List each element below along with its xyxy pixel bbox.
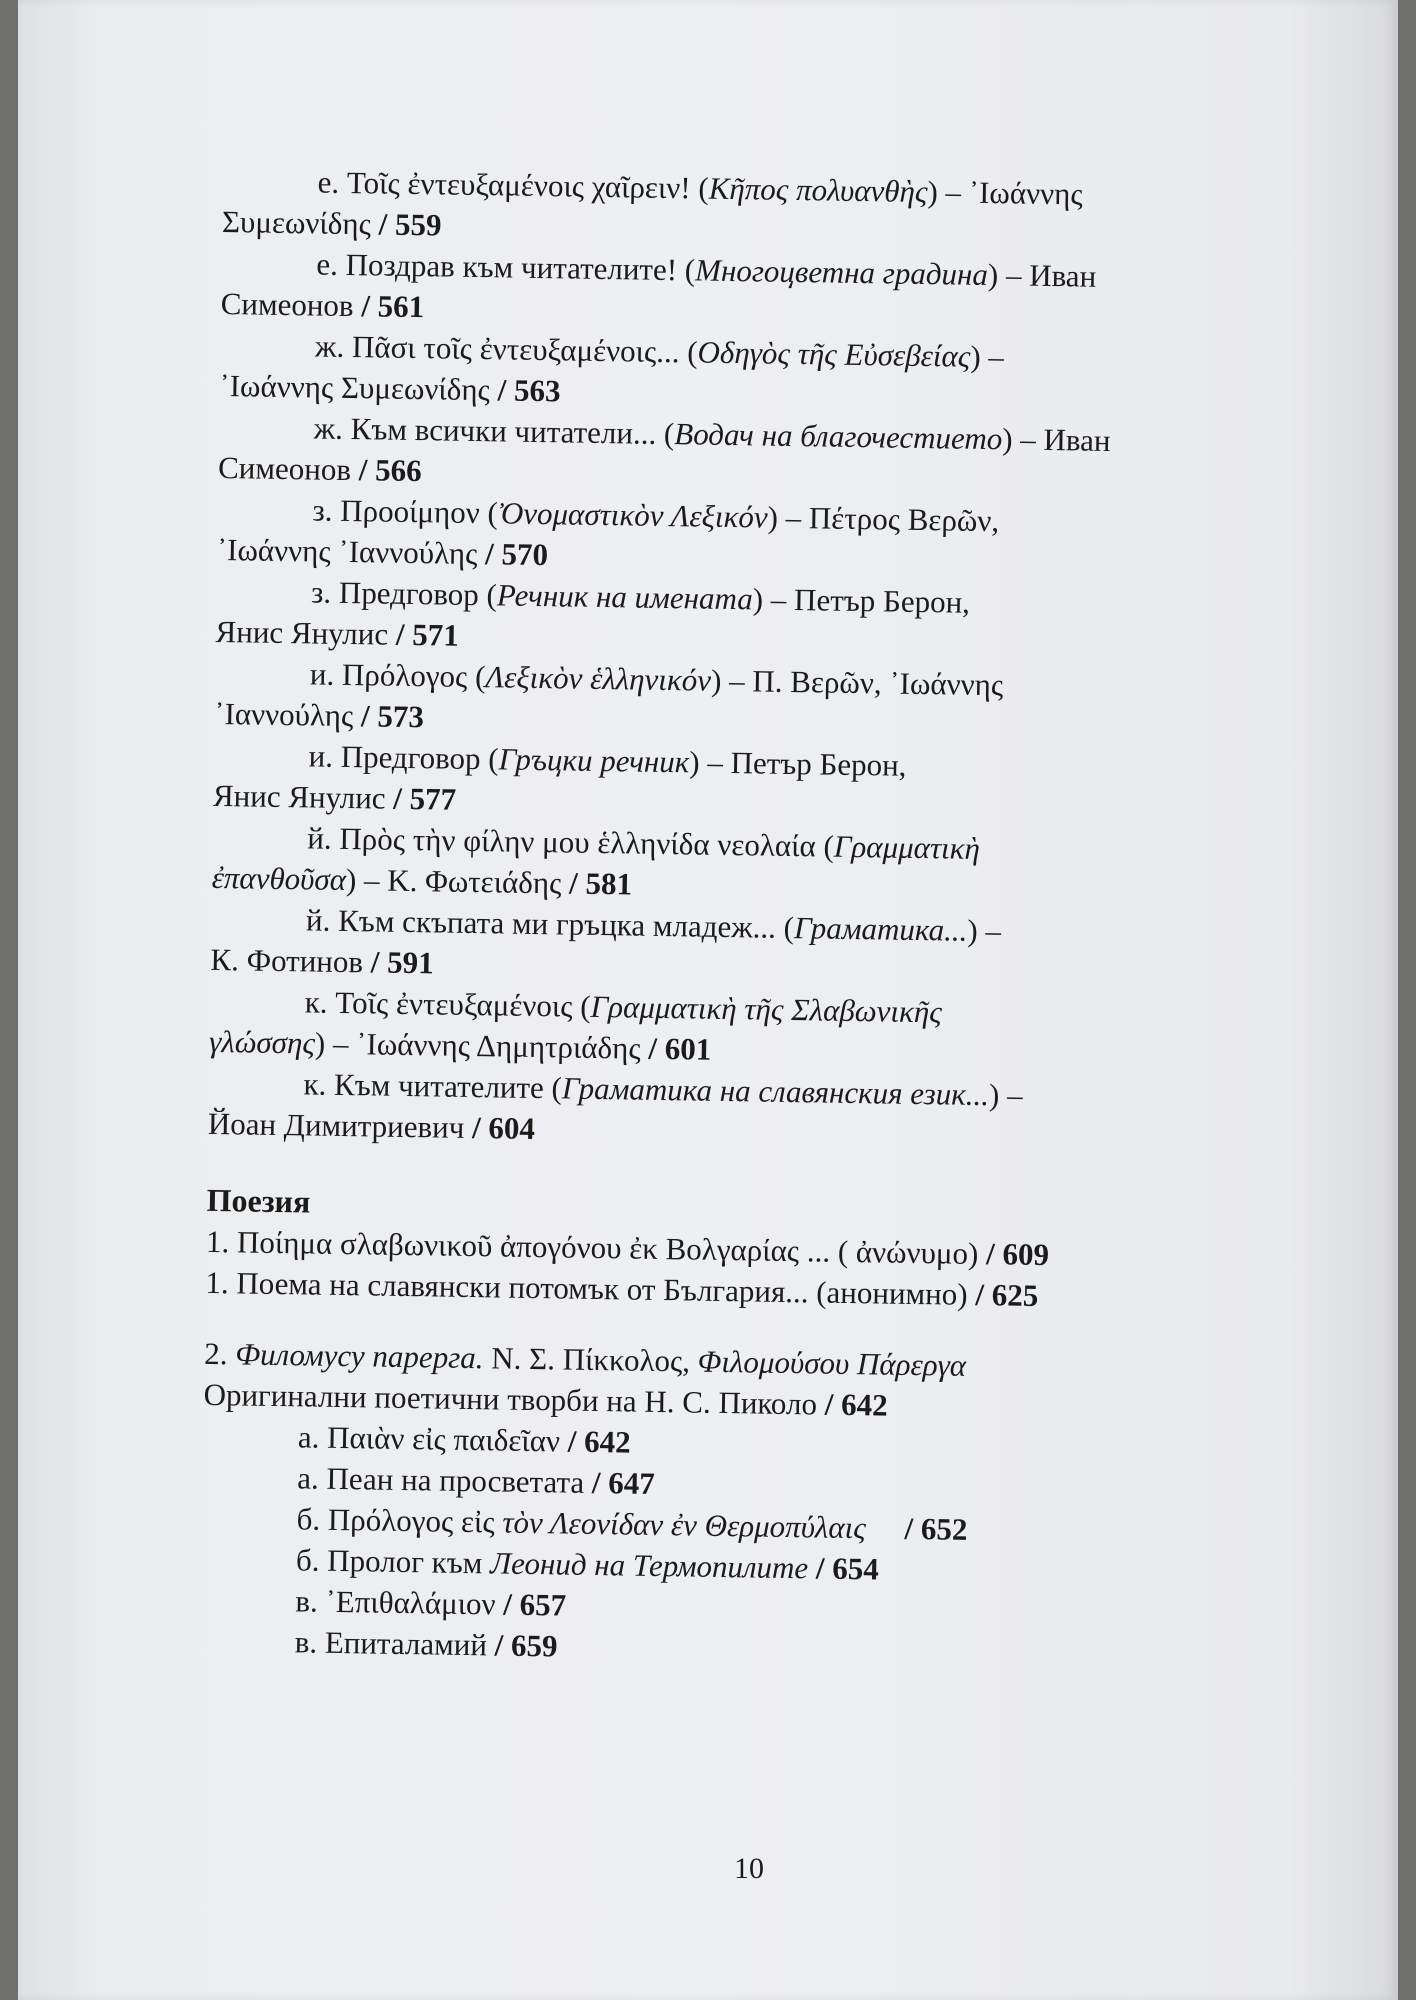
page-ref: / 642 [567,1423,631,1460]
entry-title: ἐπανθοῦσα [211,859,347,898]
entry-title: Гръцки речник [498,741,690,780]
entry-title: Водач на благочестието [674,416,1003,457]
page-ref: / 570 [484,536,549,573]
entry-text: ж. Към всички читатели... ( [313,410,675,452]
entry-text: ) – [967,912,1002,949]
entry-author: Янис Янулис [215,613,397,652]
subitem-text: б. Пролог към [295,1542,491,1581]
page-ref: / 654 [815,1550,880,1587]
page-ref: / 571 [395,616,460,653]
entry-text: ) – [970,338,1005,375]
entry-author: Симеонов [220,285,362,324]
page-ref: / 642 [824,1386,888,1423]
entry-text: е. Τοῖς ἐντευξαμένοις χαῖρειν! ( [317,164,710,206]
entry-title: Γραμματικὴ [833,828,981,866]
page-ref: / 601 [648,1030,712,1067]
section-heading-poetry: Поезия [206,1181,311,1220]
subitem-text: а. Пеан на просветата [297,1460,593,1500]
section-greek-title: Φιλομούσου Πάρεργα [697,1343,967,1383]
entry-author: ᾿Ιωάννης Συμεωνίδης [219,367,498,408]
page-ref: / 625 [975,1276,1039,1313]
entry-author: ) – ᾿Ιωάννης Δημητριάδης [314,1025,649,1066]
page-ref: / 647 [591,1464,656,1501]
entry-author: Συμεωνίδης [221,203,379,242]
subitem-text [866,1510,905,1546]
page-number: 10 [734,1852,764,1885]
entry-title: Речник на имената [496,577,754,617]
entry-title: Ὀνομαστικὸν Λεξικόν [497,495,768,535]
entry-text: ) – Иван [1001,421,1111,458]
entry-text: е. Поздрав към читателите! ( [316,246,696,288]
entry-text: ) – Петър Берон, [689,744,907,783]
section-author: Ν. Σ. Πίκκολος, [483,1340,699,1379]
entry-author: ) – Κ. Φωτειάδης [345,862,570,901]
entry-author: Симеонов [217,449,360,488]
entry-title: Граматика... [793,910,968,948]
table-of-contents [199,160,1322,1678]
page-ref: / 573 [360,698,425,735]
entry-text: з. Προοίμηον ( [312,492,499,531]
toc-entry [208,1062,1309,1161]
subitem-text: в. ᾿Επιθαλάμιον [295,1583,504,1622]
subitem-text: а. Παιὰν εἰς παιδεῖαν [297,1419,569,1459]
entry-text: ) – Πέτρος Βερῶν, [767,499,1000,539]
entry-text: ) – Иван [987,257,1097,294]
entry-text: ) – Π. Βερῶν, ᾿Ιωάννης [710,662,1004,703]
entry-text: ) – Петър Берон, [752,581,971,620]
entry-title: Граматика на славянския език... [561,1070,990,1113]
section-number: 2. [203,1335,236,1372]
entry-title: Οδηγὸς τῆς Εὐσεβείας [697,334,971,374]
entry-text: й. Πρὸς τὴν φίλην μου ἑλληνίδα νεολαία ( [307,820,835,864]
page-ref: / 591 [370,944,434,981]
subitem-title: τὸν Λεονίδαν ἐν Θερμοπύλαις [502,1504,867,1546]
page-ref: / 659 [494,1627,558,1664]
entry-text: ж. Πᾶσι τοῖς ἐντευξαμένοις... ( [314,328,698,370]
entry-title: Λεξικὸν ἑλληνικόν [485,659,712,698]
entry-author: ᾿Ιωάννης ᾿Ιαννούλης [216,531,486,572]
entry-title: Κῆπος πολυανθὴς [708,170,928,210]
entry-title: Многоцветна градина [694,252,989,293]
entry-author: Йоан Димитриевич [207,1105,473,1146]
page-ref: / 566 [358,452,422,489]
entry-author: ᾿Ιαννούλης [214,695,362,734]
entry-author: К. Фотинов [210,941,372,980]
subitem-title: Леонид на Термопилите [489,1545,809,1586]
entry-text: и. Предговор ( [308,738,499,777]
entry-text: к. Τοῖς ἐντευξαμένοις ( [304,984,591,1024]
entry-title: Γραμματικὴ τῆς Σλαβωνικῆς [590,988,943,1030]
poetry-item-text: 1. Поема на славянски потомък от България... (анонимно) [205,1264,976,1312]
entry-text: з. Предговор ( [310,574,498,613]
entry-text: й. Към скъпата ми гръцка младеж... ( [305,902,795,946]
subitem-text: б. Πρόλογος εἰς [296,1501,503,1540]
page-ref: / 561 [361,288,425,325]
entry-title: γλώσσης [208,1023,316,1061]
page-ref: / 581 [568,865,633,902]
page-ref: / 577 [393,780,457,817]
entry-text: ) – [988,1077,1023,1113]
poetry-item-text: 1. Ποίημα σλαβωνικοῦ ἀπογόνου ἐκ Βολγαρίας ... ( ἀνώνυμο) [205,1223,987,1272]
page-ref: / 563 [497,372,561,409]
page-ref: / 657 [503,1586,567,1623]
entry-text: и. Πρόλογος ( [309,656,486,695]
entry-author: Янис Янулис [212,777,394,816]
section-subtitle: Оригинални поетични творби на Н. С. Пиколо [203,1376,826,1422]
entry-text: к. Към читателите ( [303,1066,563,1106]
entry-text: ) – ᾿Ιωάννης [927,174,1083,212]
section-title: Филомусу парерга. [234,1336,484,1376]
page-ref: / 604 [471,1110,536,1147]
book-page [18,0,1398,2000]
page-ref: / 652 [904,1510,968,1547]
page-ref: / 559 [378,206,442,243]
subitem-text: в. Епиталамий [294,1624,495,1663]
page-ref: / 609 [985,1236,1050,1273]
